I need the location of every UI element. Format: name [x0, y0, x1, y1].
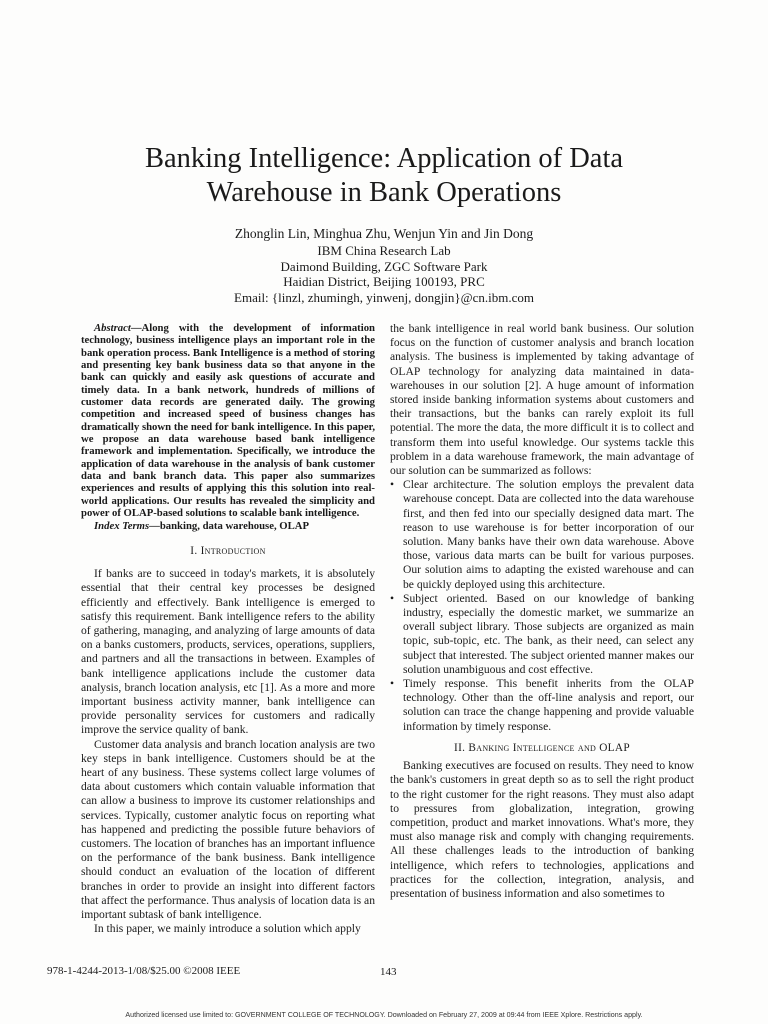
paper-title [60, 142, 708, 210]
author-address-line-1: Daimond Building, ZGC Software Park [280, 258, 488, 274]
list-item-text: Timely response. This benefit inherits from the OLAP technology. Other than the off-line analysis and report, our solution can trace the change happening and provide valuable information by timely response. [403, 677, 694, 733]
page-number: 143 [380, 966, 397, 978]
author-address-line-2: Haidian District, Beijing 100193, PRC [283, 274, 485, 289]
author-email: Email: {linzl, zhumingh, yinwenj, dongjin}@cn.ibm.com [234, 289, 534, 305]
section-heading-introduction: I. Introduction [190, 544, 266, 557]
footer-isbn: 978-1-4244-2013-1/08/$25.00 ©2008 IEEE [47, 965, 241, 977]
abstract-label: Abstract [94, 322, 131, 334]
list-item [390, 478, 694, 592]
paper-title-line-1: Banking Intelligence: Application of Data [144, 143, 624, 174]
bullet-icon: • [390, 677, 395, 691]
list-item [390, 592, 694, 677]
list-item-text: Subject oriented. Based on our knowledge of banking industry, especially the domestic market, we summarize an overall subject library. Those subjects are organized as main topic, sub-topic, etc. The bank, as their need, can select any subject that interested. The subject oriented manner makes our solution unambiguous and cost effective. [403, 591, 694, 676]
section2-paragraph: Banking executives are focused on results. They need to know the bank's customers in great depth so as to sell the right product to the right customer for the right reasons. They must also adapt to pressures from globalization, integration, growing competition, product and market innovations. What's more, they must also manage risk and comply with changing requirements. All these challenges leads to the introduction of banking intelligence, which refers to technologies, applications and practices for the collection, integration, analysis, and presentation of business information and also sometimes to [390, 759, 694, 900]
list-item-text: Clear architecture. The solution employs the prevalent data warehouse concept. Data are collected into the data warehouse first, and then fed into our specially designed data mart. The reason to use warehouse is for better incorporation of our solution. Many banks have their own data warehouse. Above those, various data marts can be built for various purposes. Our solution aims to adapting the existed warehouse and can be quickly deployed using this architecture. [403, 478, 694, 591]
abstract-text: —Along with the development of information technology, business intelligence plays an important role in the bank operation process. Bank Intelligence is a method of storing and presenting key bank business data so that anyone in the bank can quickly and easily ask questions of accurate and timely data. In a bank network, hundreds of millions of customer data records are generated daily. The growing competition and increased speed of business changes has dramatically shown the need for bank intelligence. In this paper, we propose an data warehouse based bank intelligence framework and implementation. Specifically, we introduce the application of data warehouse in the analysis of bank customer data and bank branch data. This paper also summarizes experiences and results of applying this this solution into real-world applications. Our results has revealed the simplicity and power of OLAP-based solutions to scalable bank intelligence. [81, 322, 375, 520]
intro-continuation: the bank intelligence in real world bank business. Our solution focus on the function of customer analysis and branch location analysis. The business is implemented by taking advantage of OLAP technology for analyzing data maintained in data-warehouses in our solution [2]. A huge amount of information stored inside banking information systems about customers and their transactions, but the banks can rarely exploit its full potential. The more the data, the more difficult it is to collect and transform them into useful knowledge. Our systems tackle this problem in a data warehouse framework, the main advantage of our solution can be summarized as follows: [390, 322, 694, 478]
right-column [390, 322, 694, 901]
list-item [390, 677, 694, 734]
author-names: Zhonglin Lin, Minghua Zhu, Wenjun Yin and Jin Dong [234, 226, 534, 241]
paper-title-line-2: Warehouse in Bank Operations [206, 177, 562, 208]
index-terms-text: —banking, data warehouse, OLAP [149, 519, 309, 532]
author-affiliation: IBM China Research Lab [317, 243, 451, 258]
index-terms [81, 520, 375, 532]
left-column [81, 322, 375, 936]
license-notice: Authorized licensed use limited to: GOVERNMENT COLLEGE OF TECHNOLOGY. Downloaded on February 27, 2009 at 09:44 from IEEE Xplore. Restrictions apply. [125, 1011, 643, 1019]
abstract [81, 322, 375, 520]
intro-paragraph-1: If banks are to succeed in today's markets, it is absolutely essential that their central key processes be designed efficiently and effectively. Bank intelligence is emerged to satisfy this requirement. Bank intelligence refers to the ability of gathering, managing, and analyzing of large amounts of data on a banks customers, products, services, operations, suppliers, and partners and all the transactions in between. Examples of bank intelligence applications include the customer data analysis, branch location analysis, etc [1]. As a more and more important business activity manner, bank intelligence can provide personality services for customers and radically improve the service quality of bank. [81, 567, 375, 737]
author-block [100, 226, 668, 305]
bullet-icon: • [390, 591, 395, 605]
index-terms-label: Index Terms [94, 519, 150, 532]
intro-paragraph-3: In this paper, we mainly introduce a solution which apply [94, 922, 361, 936]
section-heading-banking-intelligence: II. Banking Intelligence and OLAP [454, 741, 630, 754]
advantages-list [390, 478, 694, 734]
intro-paragraph-2: Customer data analysis and branch location analysis are two key steps in bank intelligence. Customers should be at the heart of any business. These systems collect large volumes of data about customers which contain valuable information that can allow a business to improve its customer relationships and services. Typically, customer analytic focus on reporting what has happened and predicting the possible future behaviors of customers. The location of branches has an important influence on the performance of the bank business. Bank intelligence should conduct an evaluation of the location of different branches in order to provide an insight into different factors that affect the performance. Thus analysis of location data is an important subtask of bank intelligence. [81, 737, 375, 921]
bullet-icon: • [390, 478, 395, 492]
